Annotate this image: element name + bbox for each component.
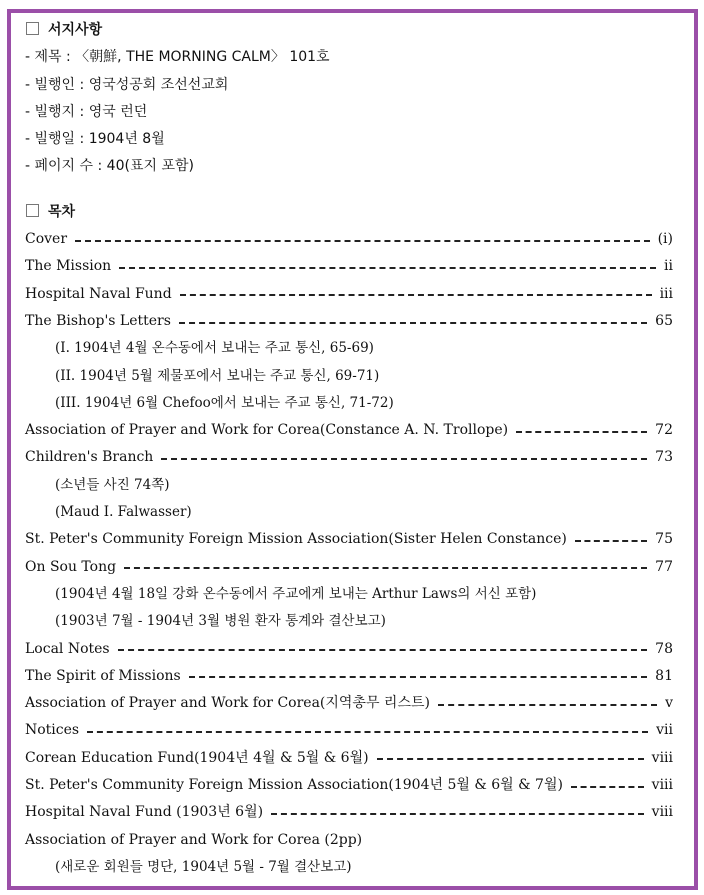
toc-entry-bishops-letters: The Bishop's Letters 65 (25, 312, 673, 329)
toc-entry-childrens-branch: Children's Branch 73 (25, 449, 673, 466)
toc-subentry: (III. 1904년 6월 Chefoo에서 보내는 주교 통신, 71-72) (55, 394, 394, 411)
toc-entry-cover: Cover (i) (25, 231, 673, 248)
toc-entry-local-notes: Local Notes 78 (25, 640, 673, 657)
bib-date-row: - 빌행일 : 1904년 8월 (25, 131, 165, 148)
toc-entry-hospital-naval-fund: Hospital Naval Fund iii (25, 285, 673, 302)
toc-entry-corean-education-fund: Corean Education Fund(1904년 4월 & 5월 & 6월) viii (25, 749, 673, 766)
toc-entry-hospital-naval-fund-1903: Hospital Naval Fund (1903년 6월) viii (25, 804, 673, 821)
bib-pages-row: - 페이지 수 : 40(표지 포함) (25, 158, 194, 175)
toc-subentry: (Maud I. Falwasser) (55, 504, 192, 521)
document-content (25, 17, 673, 881)
toc-entry-association-prayer-work: Association of Prayer and Work for Corea(Constance A. N. Trollope) 72 (25, 422, 673, 439)
bib-title-row: - 제목 : 〈朝鮮, THE MORNING CALM〉 101호 (25, 49, 330, 66)
checkbox-square-icon (26, 204, 39, 217)
toc-subentry: (1903년 7월 - 1904년 3월 병원 환자 통계와 결산보고) (55, 613, 386, 630)
toc-entry-spirit-of-missions: The Spirit of Missions 81 (25, 667, 673, 684)
toc-subentry: (새로운 회원들 명단, 1904년 5월 - 7월 결산보고) (55, 858, 352, 875)
toc-heading: 목차 (25, 199, 673, 226)
document-frame (7, 9, 698, 890)
bib-publisher-row: - 빌행인 : 영국성공회 조선선교회 (25, 76, 229, 93)
toc-subentry: (I. 1904년 4월 온수동에서 보내는 주교 통신, 65-69) (55, 340, 374, 357)
bibliography-heading: 서지사항 (25, 17, 673, 44)
toc-subentry: (소년들 사진 74쪽) (55, 476, 170, 493)
toc-entry-st-peters-community-accounts: St. Peter's Community Foreign Mission Association(1904년 5월 & 6월 & 7월) viii (25, 777, 673, 794)
toc-entry-association-2pp: Association of Prayer and Work for Corea (2pp) (25, 831, 363, 848)
toc-entry-association-regional-list: Association of Prayer and Work for Corea(지역총무 리스트) v (25, 695, 673, 712)
toc-entry-on-sou-tong: On Sou Tong 77 (25, 558, 673, 575)
toc-entry-notices: Notices vii (25, 722, 673, 739)
checkbox-square-icon (26, 22, 39, 35)
toc-subentry: (II. 1904년 5월 제물포에서 보내는 주교 통신, 69-71) (55, 367, 380, 384)
bib-place-row: - 빌행지 : 영국 런던 (25, 103, 148, 120)
toc-entry-st-peters-community: St. Peter's Community Foreign Mission Association(Sister Helen Constance) 75 (25, 531, 673, 548)
toc-entry-mission: The Mission ii (25, 258, 673, 275)
toc-subentry: (1904년 4월 18일 강화 온수동에서 주교에게 보내는 Arthur Laws의 서신 포함) (55, 585, 537, 602)
